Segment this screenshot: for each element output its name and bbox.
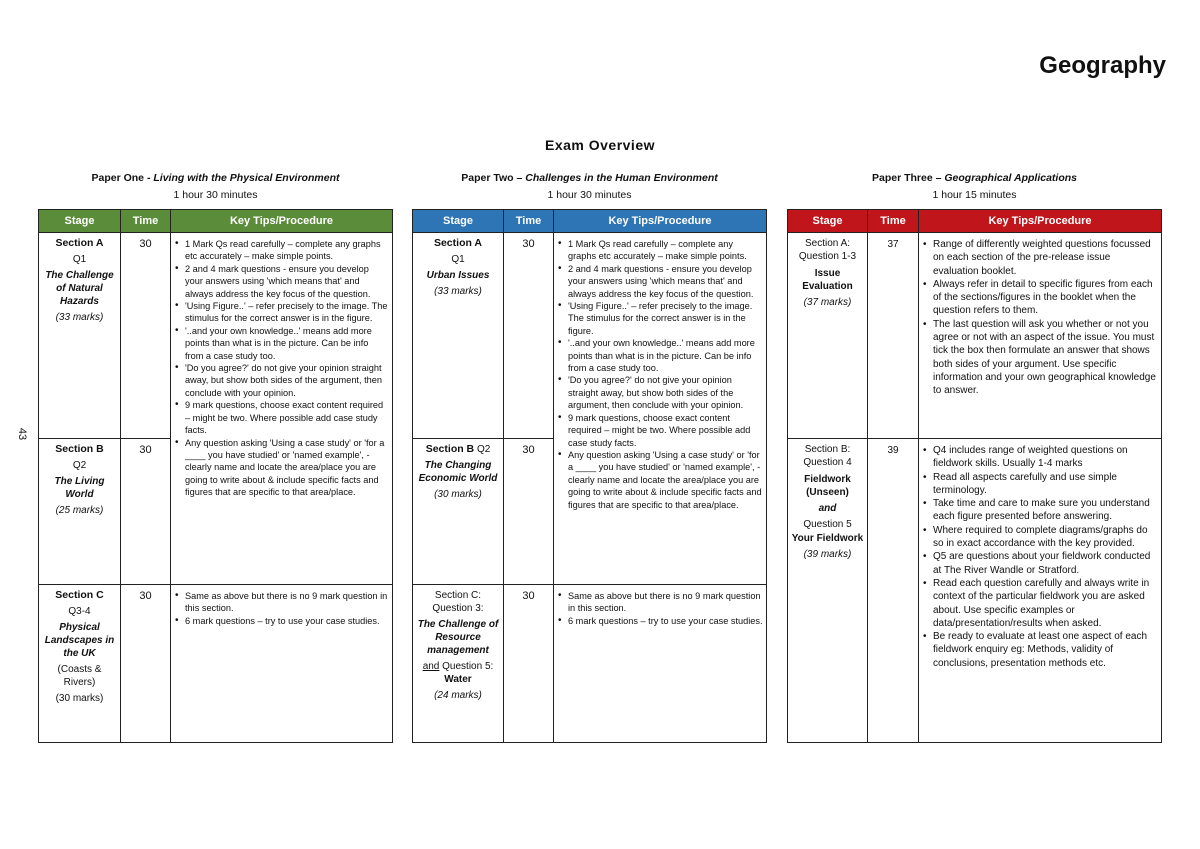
stage-cell: Section A: Question 1-3 Issue Evaluation (37 marks) <box>788 233 868 439</box>
list-item: • 'Do you agree?' do not give your opinion straight away, but show both sides of the argument, then conclude with your opinion. <box>174 362 389 399</box>
time-cell: 30 <box>504 233 554 439</box>
list-item: • Range of differently weighted questions focussed on each section of the pre-release issue evaluation booklet. <box>922 238 1158 278</box>
stage-cell: Section C Q3-4 Physical Landscapes in the UK (Coasts & Rivers) (30 marks) <box>39 585 121 743</box>
list-item: • 1 Mark Qs read carefully – complete any graphs etc accurately – make simple points. <box>174 238 389 263</box>
paper-two-table <box>412 209 767 743</box>
list-item: • '..and your own knowledge..' means add more points than what is in the picture. Can be info from a case study too. <box>557 337 763 374</box>
list-item: • Same as above but there is no 9 mark question in this section. <box>174 590 389 615</box>
list-item: • 'Using Figure..' – refer precisely to the image. The stimulus for the correct answer is in the figure. <box>557 300 763 337</box>
tips-header: Key Tips/Procedure <box>554 210 767 233</box>
paper-two-duration: 1 hour 30 minutes <box>547 189 632 201</box>
page-number: 43 <box>16 427 29 441</box>
overview-title: Exam Overview <box>544 137 655 153</box>
paper-three <box>787 172 1162 743</box>
list-item: • 6 mark questions – try to use your case studies. <box>557 615 763 627</box>
paper-two-title: Paper Two – Challenges in the Human Environment <box>461 172 718 184</box>
paper-three-table <box>787 209 1162 743</box>
list-item: • 9 mark questions, choose exact content required – might be two. Where possible add case study facts. <box>557 412 763 449</box>
tips-list <box>174 590 389 627</box>
tips-list <box>557 590 763 627</box>
list-item: • Any question asking 'Using a case study' or 'for a ____ you have studied' or 'named example', - clearly name and locate the area/place you are going to write about & include specific facts and figures that are specific to that area/place. <box>174 437 389 499</box>
time-header: Time <box>868 210 919 233</box>
list-item: • Q5 are questions about your fieldwork conducted at The River Wandle or Stratford. <box>922 550 1158 577</box>
stage-cell: Section A Q1 The Challenge of Natural Hazards (33 marks) <box>39 233 121 439</box>
paper-one-duration: 1 hour 30 minutes <box>173 189 258 201</box>
list-item: • Be ready to evaluate at least one aspect of each fieldwork enquiry eg: Methods, validity of conclusions, presentation methods etc. <box>922 630 1158 670</box>
list-item: • 9 mark questions, choose exact content required – might be two. Where possible add case study facts. <box>174 399 389 436</box>
paper-one-title: Paper One - Living with the Physical Environment <box>91 172 340 184</box>
table-row <box>788 439 1162 743</box>
list-item: • Read each question carefully and always write in context of the particular fieldwork you are asked about. Use specific examples or data/presentation/results when asked. <box>922 577 1158 630</box>
tips-cell <box>554 585 767 743</box>
stage-header: Stage <box>788 210 868 233</box>
list-item: • Where required to complete diagrams/graphs do so in exact accordance with the key provided. <box>922 524 1158 551</box>
list-item: • 6 mark questions – try to use your case studies. <box>174 615 389 627</box>
paper-two <box>412 172 767 743</box>
time-cell: 39 <box>868 439 919 743</box>
tips-cell <box>919 233 1162 439</box>
time-cell: 30 <box>504 439 554 585</box>
tips-list <box>174 238 389 499</box>
tips-list <box>922 238 1158 398</box>
list-item: • Any question asking 'Using a case study' or 'for a ____ you have studied' or 'named example', - clearly name and locate the area/place you are going to write about & include specific facts and figures that are specific to that area/place. <box>557 449 763 511</box>
time-cell: 30 <box>121 233 171 439</box>
list-item: • Take time and care to make sure you understand each figure presented before answering. <box>922 497 1158 524</box>
list-item: • 'Using Figure..' – refer precisely to the image. The stimulus for the correct answer is in the figure. <box>174 300 389 325</box>
tips-header: Key Tips/Procedure <box>919 210 1162 233</box>
tips-cell <box>554 233 767 585</box>
stage-header: Stage <box>39 210 121 233</box>
tips-cell <box>171 233 393 585</box>
tips-cell <box>171 585 393 743</box>
time-cell: 30 <box>121 439 171 585</box>
stage-cell: Section B Q2 The Living World (25 marks) <box>39 439 121 585</box>
list-item: • 2 and 4 mark questions - ensure you develop your answers using 'which means that' and always address the key focus of the question. <box>174 263 389 300</box>
list-item: • '..and your own knowledge..' means add more points than what is in the picture. Can be info from a case study too. <box>174 325 389 362</box>
list-item: • Read all aspects carefully and use simple terminology. <box>922 471 1158 498</box>
time-cell: 37 <box>868 233 919 439</box>
stage-cell: Section C: Question 3: The Challenge of Resource management and Question 5: Water (24 marks) <box>413 585 504 743</box>
list-item: • The last question will ask you whether or not you agree or not with an aspect of the issue. You must tick the box then formulate an answer that shows both sides of your argument. Use specific information and your own geographical knowledge to answer. <box>922 318 1158 398</box>
table-row <box>39 233 393 439</box>
tips-list <box>922 444 1158 670</box>
paper-three-title: Paper Three – Geographical Applications <box>871 172 1077 184</box>
paper-one <box>38 172 393 743</box>
tips-list <box>557 238 763 511</box>
time-cell: 30 <box>121 585 171 743</box>
stage-header: Stage <box>413 210 504 233</box>
paper-one-table <box>38 209 393 743</box>
table-row <box>413 233 767 439</box>
list-item: • 2 and 4 mark questions - ensure you develop your answers using 'which means that' and always address the key focus of the question. <box>557 263 763 300</box>
table-header <box>413 210 767 233</box>
stage-cell: Section A Q1 Urban Issues (33 marks) <box>413 233 504 439</box>
list-item: • Q4 includes range of weighted questions on fieldwork skills. Usually 1-4 marks <box>922 444 1158 471</box>
table-row <box>788 233 1162 439</box>
subject-title: Geography <box>1039 52 1166 79</box>
time-header: Time <box>504 210 554 233</box>
tips-header: Key Tips/Procedure <box>171 210 393 233</box>
tips-cell <box>919 439 1162 743</box>
list-item: • 'Do you agree?' do not give your opinion straight away, but show both sides of the argument, then conclude with your opinion. <box>557 374 763 411</box>
stage-cell: Section B Q2 The Changing Economic World (30 marks) <box>413 439 504 585</box>
list-item: • Same as above but there is no 9 mark question in this section. <box>557 590 763 615</box>
paper-three-duration: 1 hour 15 minutes <box>932 189 1017 201</box>
stage-cell: Section B: Question 4 Fieldwork (Unseen) and Question 5 Your Fieldwork (39 marks) <box>788 439 868 743</box>
table-row <box>39 585 393 743</box>
table-header <box>788 210 1162 233</box>
time-header: Time <box>121 210 171 233</box>
time-cell: 30 <box>504 585 554 743</box>
list-item: • 1 Mark Qs read carefully – complete any graphs etc accurately – make simple points. <box>557 238 763 263</box>
table-header <box>39 210 393 233</box>
list-item: • Always refer in detail to specific figures from each of the sections/figures in the booklet when the question refers to them. <box>922 278 1158 318</box>
table-row <box>413 585 767 743</box>
